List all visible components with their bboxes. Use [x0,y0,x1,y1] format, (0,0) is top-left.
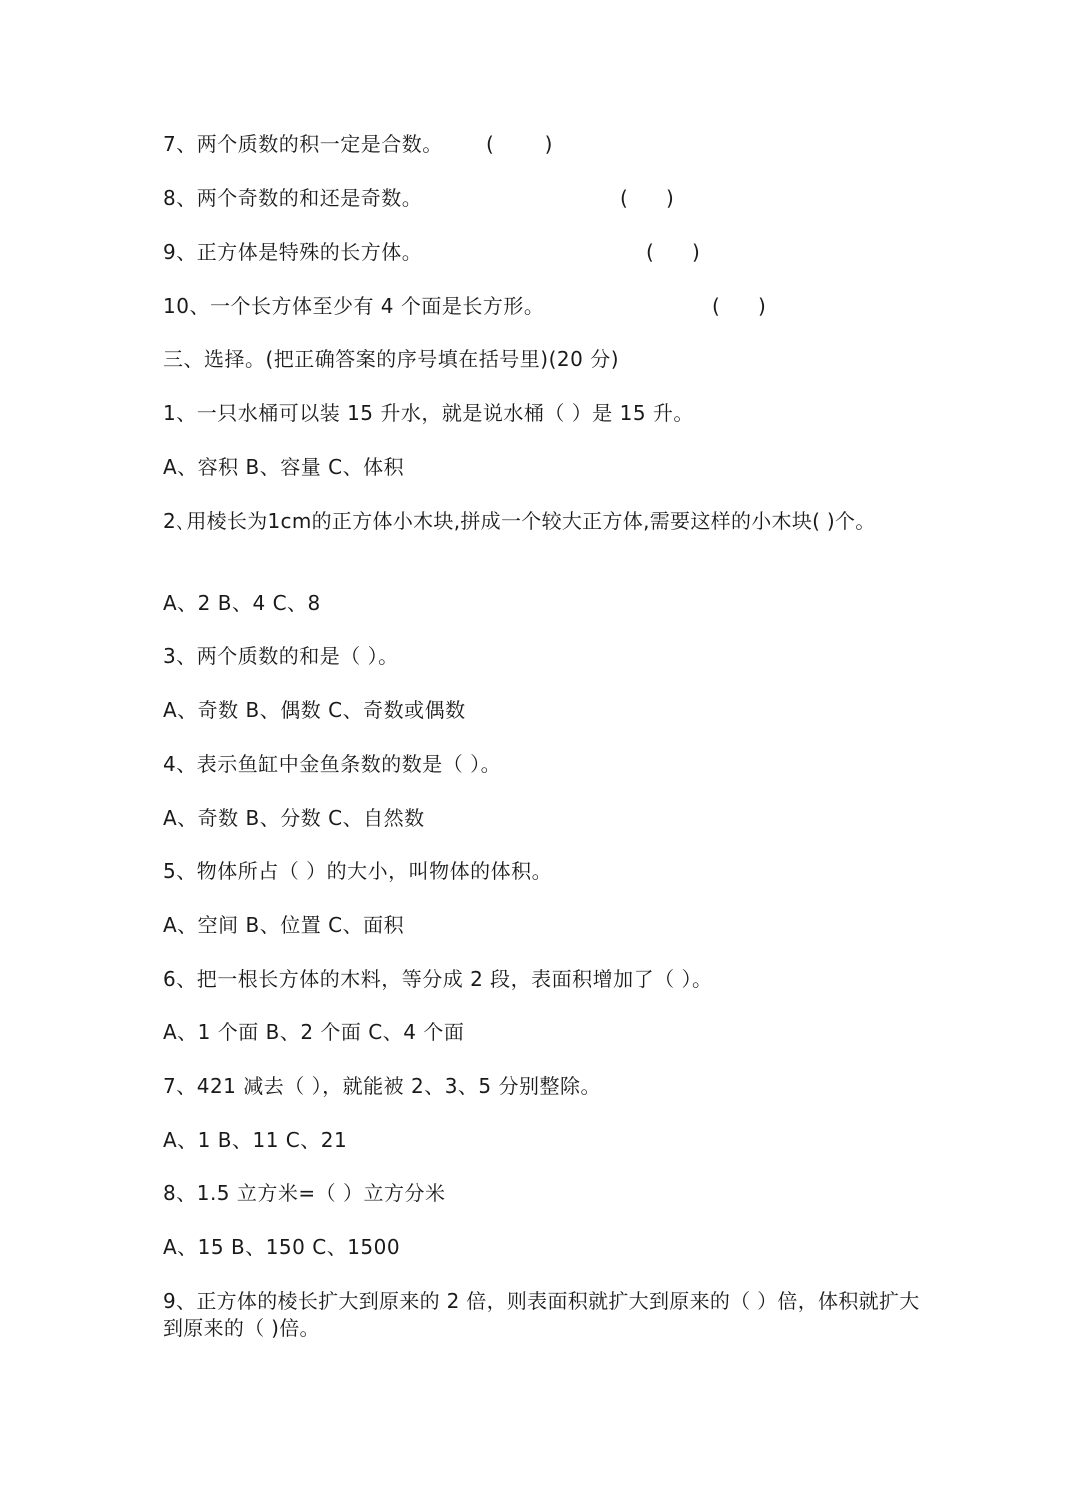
judgement-answer-bracket-10: ( ) [712,294,766,318]
judgement-answer-bracket-8: ( ) [620,186,674,210]
question-7: 7、421 减去（ ），就能被 2、3、5 分别整除。 [163,1074,602,1098]
judgement-answer-bracket-9: ( ) [646,240,700,264]
question-6: 6、把一根长方体的木料，等分成 2 段，表面积增加了（ ）。 [163,967,713,991]
question-7-options: A、1 B、11 C、21 [163,1128,348,1152]
judgement-item-9: 9、正方体是特殊的长方体。 [163,240,423,264]
judgement-item-8: 8、两个奇数的和还是奇数。 [163,186,423,210]
question-3: 3、两个质数的和是（ ）。 [163,644,399,668]
judgement-answer-bracket-7: ( ) [486,132,553,156]
question-3-options: A、奇数 B、偶数 C、奇数或偶数 [163,698,466,722]
question-1-options: A、容积 B、容量 C、体积 [163,455,405,479]
judgement-item-7: 7、两个质数的积一定是合数。 [163,132,443,156]
question-2-options: A、2 B、4 C、8 [163,591,321,615]
question-4: 4、表示鱼缸中金鱼条数的数是（ ）。 [163,752,502,776]
question-1: 1、一只水桶可以装 15 升水，就是说水桶（ ）是 15 升。 [163,401,694,425]
question-5-options: A、空间 B、位置 C、面积 [163,913,405,937]
question-4-options: A、奇数 B、分数 C、自然数 [163,806,425,830]
question-8-options: A、15 B、150 C、1500 [163,1235,401,1259]
question-6-options: A、1 个面 B、2 个面 C、4 个面 [163,1020,465,1044]
question-2: 2､用棱长为1cm的正方体小木块,拼成一个较大正方体,需要这样的小木块( )个。 [163,509,876,533]
question-8: 8、1.5 立方米=（ ）立方分米 [163,1181,446,1205]
question-9: 9、正方体的棱长扩大到原来的 2 倍，则表面积就扩大到原来的（ ）倍，体积就扩大到原来的（ )倍。 [163,1289,920,1340]
section-heading: 三、选择。(把正确答案的序号填在括号里)(20 分) [163,347,620,371]
question-5: 5、物体所占（ ）的大小，叫物体的体积。 [163,859,553,883]
judgement-item-10: 10、一个长方体至少有 4 个面是长方形。 [163,294,545,318]
